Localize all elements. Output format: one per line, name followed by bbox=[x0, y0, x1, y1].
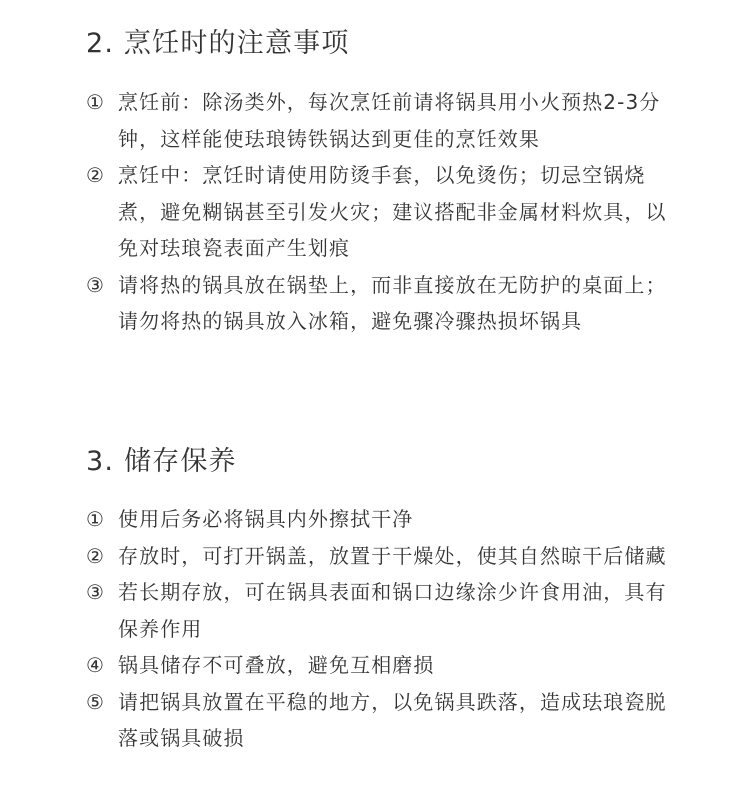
item-text: 存放时，可打开锅盖，放置于干燥处，使其自然晾干后储藏 bbox=[118, 543, 667, 568]
storage-list bbox=[86, 501, 686, 757]
item-number: ② bbox=[86, 543, 106, 568]
item-number: ③ bbox=[86, 580, 106, 604]
item-text: 若长期存放，可在锅具表面和锅口边缘涂少许食用油，具有保养作用 bbox=[118, 580, 667, 641]
section-heading: 2. 烹饪时的注意事项 bbox=[86, 28, 350, 59]
storage-maintenance-section bbox=[86, 440, 686, 757]
item-number: ① bbox=[86, 90, 106, 114]
item-text: 使用后务必将锅具内外擦拭干净 bbox=[118, 507, 414, 531]
item-text: 请把锅具放置在平稳的地方，以免锅具跌落，造成珐琅瓷脱落或锅具破损 bbox=[118, 689, 667, 750]
item-number: ② bbox=[86, 163, 106, 187]
list-item bbox=[86, 538, 686, 575]
item-number: ⑤ bbox=[86, 689, 106, 714]
list-item bbox=[86, 501, 686, 538]
list-item bbox=[86, 84, 686, 157]
cooking-precautions-section bbox=[86, 22, 686, 340]
list-item bbox=[86, 267, 686, 340]
list-item bbox=[86, 157, 686, 267]
list-item bbox=[86, 574, 686, 647]
precautions-list bbox=[86, 84, 686, 340]
item-text: 烹饪中：烹饪时请使用防烫手套，以免烫伤；切忌空锅烧煮，避免糊锅甚至引发火灾；建议搭配非金属材料炊具，以免对珐琅瓷表面产生划痕 bbox=[118, 163, 667, 260]
item-number: ③ bbox=[86, 272, 106, 297]
item-text: 锅具储存不可叠放，避免互相磨损 bbox=[118, 653, 435, 677]
item-number: ① bbox=[86, 507, 106, 531]
section-heading: 3. 储存保养 bbox=[86, 446, 237, 477]
list-item bbox=[86, 684, 686, 757]
item-text: 请将热的锅具放在锅垫上，而非直接放在无防护的桌面上；请勿将热的锅具放入冰箱，避免骤冷骤热损坏锅具 bbox=[118, 272, 667, 333]
item-text: 烹饪前：除汤类外，每次烹饪前请将锅具用小火预热2-3分钟，这样能使珐琅铸铁锅达到更佳的烹饪效果 bbox=[118, 90, 661, 151]
item-number: ④ bbox=[86, 653, 106, 677]
list-item bbox=[86, 647, 686, 684]
